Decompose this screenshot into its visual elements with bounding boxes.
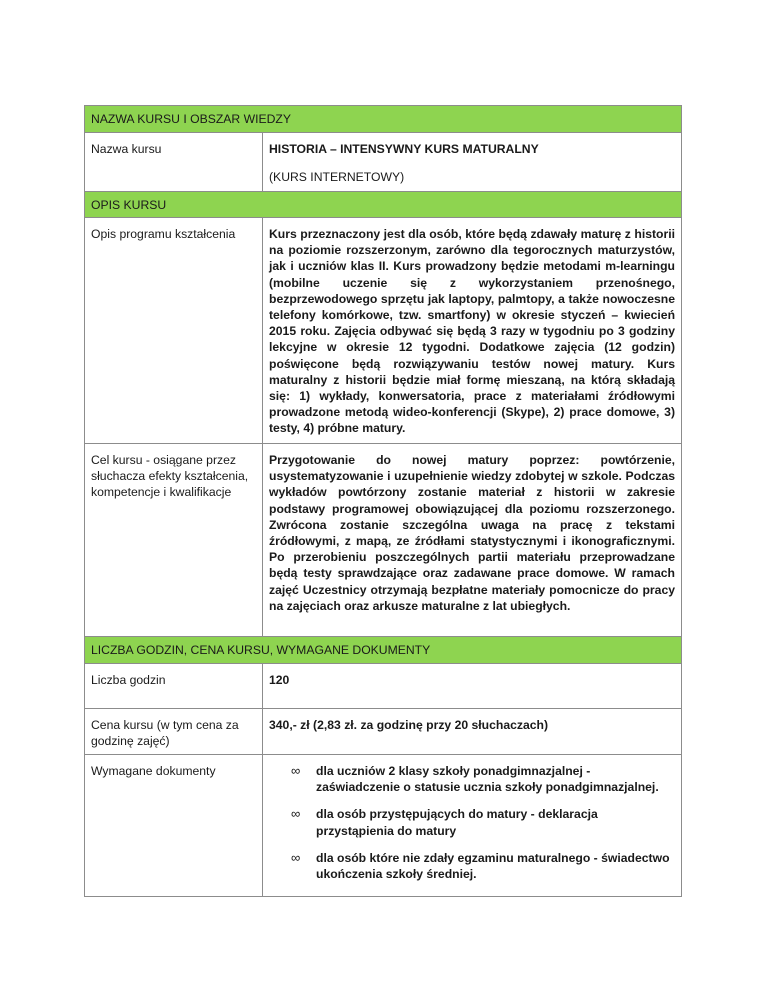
- section-header-name-area: [85, 106, 682, 133]
- list-item: [269, 763, 675, 795]
- list-item: [269, 850, 675, 882]
- course-name-label: Nazwa kursu: [85, 133, 263, 192]
- section-header-text: NAZWA KURSU I OBSZAR WIEDZY: [85, 106, 682, 133]
- course-name-cell: [263, 133, 682, 192]
- section-header-hours-price: [85, 637, 682, 664]
- hours-value: 120: [263, 664, 682, 709]
- goal-label: Cel kursu - osiągane przez słuchacza efekty kształcenia, kompetencje i kwalifikacje: [85, 444, 263, 637]
- doc-text: dla osób które nie zdały egzaminu maturalnego - świadectwo ukończenia szkoły średniej.: [316, 850, 670, 882]
- doc-text: dla osób przystępujących do matury - deklaracja przystąpienia do matury: [316, 807, 598, 838]
- section-header-text: LICZBA GODZIN, CENA KURSU, WYMAGANE DOKUMENTY: [85, 637, 682, 664]
- price-label: Cena kursu (w tym cena za godzinę zajęć): [85, 709, 263, 755]
- program-label: Opis programu kształcenia: [85, 218, 263, 444]
- bullet-icon: ∞: [291, 806, 301, 822]
- bullet-icon: ∞: [291, 849, 301, 865]
- course-info-table: [84, 105, 682, 897]
- course-name-value: HISTORIA – INTENSYWNY KURS MATURALNY: [269, 142, 539, 156]
- program-text: Kurs przeznaczony jest dla osób, które będą zdawały maturę z historii na poziomie rozszerzonym, zarówno dla tegorocznych maturzystów, jak i uczniów klas II. Kurs prowadzony będzie metodami m-learningu (mobilne uczenie się z wykorzystaniem przenośnego, bezprzewodowego sprzętu jak laptopy, palmtopy, a także nowoczesne telefony komórkowe, tzw. smartfony) w okresie styczeń – kwiecień 2015 roku. Zajęcia odbywać się będą 3 razy w tygodniu po 3 godziny lekcyjne w okresie 12 tygodni. Dodatkowe zajęcia (12 godzin) poświęcone będą rozwiązywaniu testów nowej matury. Kurs maturalny z historii będzie miał formę mieszaną, na którą składają się: 1) wykłady, konwersatoria, prace z materiałami źródłowymi prowadzone metodą wideo-konferencji (Skype), 2) prace domowe, 3) testy, 4) próbne matury.: [263, 218, 682, 444]
- row-price: [85, 709, 682, 755]
- goal-text: Przygotowanie do nowej matury poprzez: powtórzenie, usystematyzowanie i uzupełnienie wiedzy zdobytej w szkole. Podczas wykładów powtórzony zostanie materiał z historii w zakresie podstawy programowej obowiązującej dla poziomu rozszerzonego. Zwrócona zostanie szczególna uwaga na pracę z tekstami źródłowymi, z mapą, ze źródłami statystycznymi i ikonograficznymi. Po przerobieniu poszczególnych partii materiału przeprowadzane będą testy sprawdzające oraz zadawane prace domowe. W ramach zajęć Uczestnicy otrzymają bezpłatne materiały pomocnicze do pracy na zajęciach oraz arkusze maturalne z lat ubiegłych.: [263, 444, 682, 637]
- row-course-goal: [85, 444, 682, 637]
- section-header-text: OPIS KURSU: [85, 192, 682, 218]
- row-hours: [85, 664, 682, 709]
- list-item: [269, 806, 675, 838]
- row-course-name: [85, 133, 682, 192]
- course-name-subtitle: (KURS INTERNETOWY): [269, 170, 405, 185]
- row-required-docs: [85, 755, 682, 897]
- price-value: 340,- zł (2,83 zł. za godzinę przy 20 słuchaczach): [263, 709, 682, 755]
- bullet-icon: ∞: [291, 763, 301, 778]
- docs-label: Wymagane dokumenty: [85, 755, 263, 897]
- docs-list: [269, 763, 675, 882]
- doc-text: dla uczniów 2 klasy szkoły ponadgimnazjalnej - zaświadczenie o statusie ucznia szkoły ponadgimnazjalnej.: [316, 764, 659, 795]
- section-header-description: [85, 192, 682, 218]
- hours-label: Liczba godzin: [85, 664, 263, 709]
- row-program-description: [85, 218, 682, 444]
- docs-cell: [263, 755, 682, 897]
